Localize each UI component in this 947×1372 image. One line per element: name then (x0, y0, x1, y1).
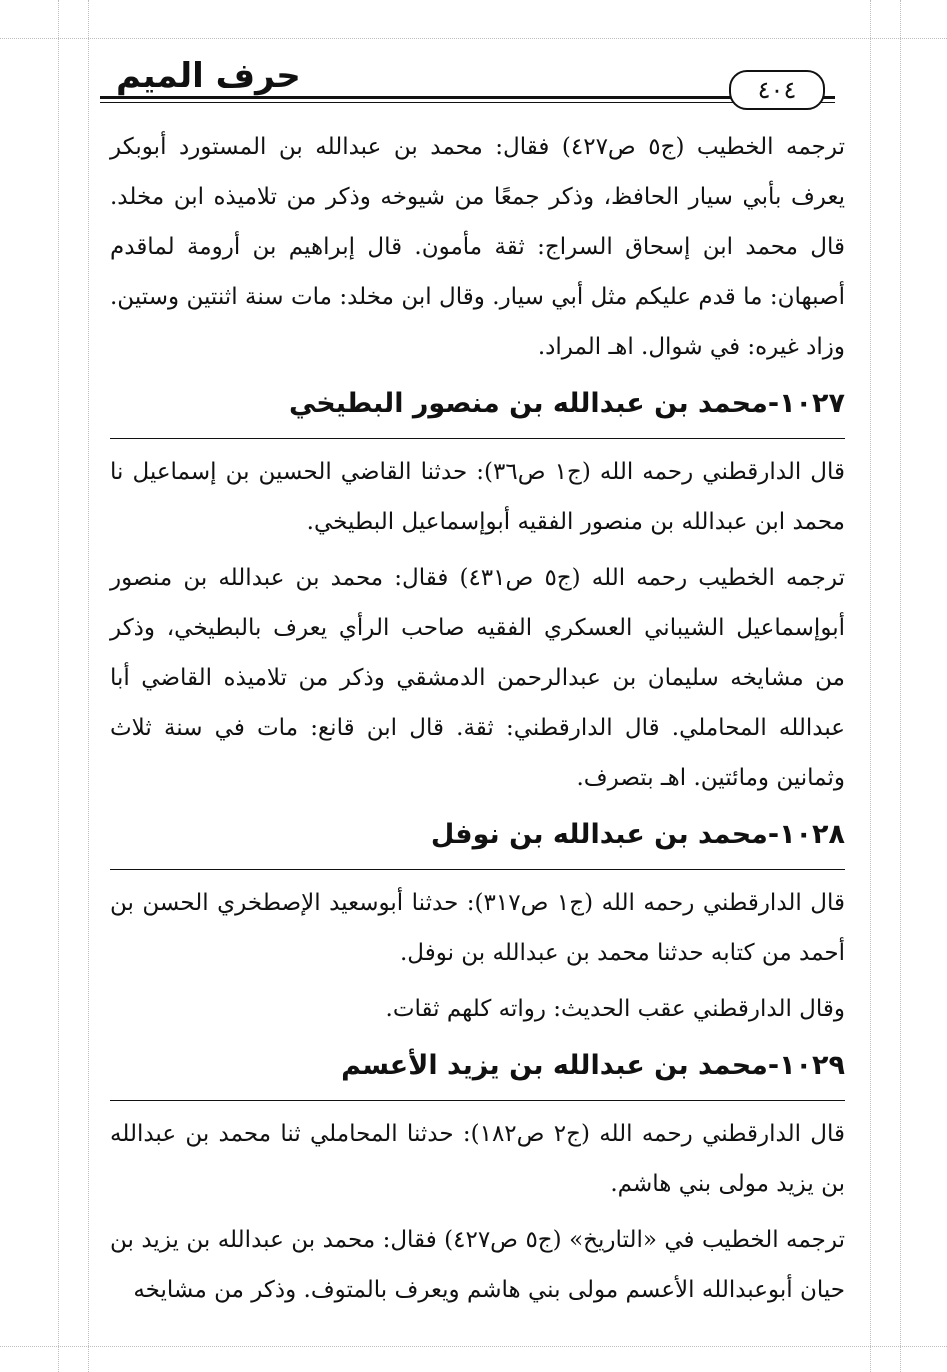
page-header (100, 54, 835, 110)
guide-line (870, 0, 871, 1372)
page-number: ٤٠٤ (729, 70, 825, 110)
paragraph: ترجمه الخطيب في «التاريخ» (ج٥ ص٤٢٧) فقال: محمد بن عبدالله بن يزيد بن حيان أبوعبدالله الأعسم مولى بني هاشم ويعرف بالمتوف. وذكر من مشايخه (110, 1227, 845, 1303)
entry-rule (110, 438, 845, 439)
header-rule (100, 96, 835, 99)
entry-title: ١٠٢٧-محمد بن عبدالله بن منصور البطيخي (288, 388, 845, 419)
guide-line (58, 0, 59, 1372)
book-page (90, 0, 850, 1372)
entry-title: ١٠٢٩-محمد بن عبدالله بن يزيد الأعسم (341, 1050, 845, 1081)
guide-line (88, 0, 89, 1372)
entry-rule (110, 1100, 845, 1101)
paragraph: قال الدارقطني رحمه الله (ج١ ص٣٦): حدثنا القاضي الحسين بن إسماعيل نا محمد ابن عبدالله بن منصور الفقيه أبوإسماعيل البطيخي. (110, 459, 846, 535)
entry-rule (110, 869, 845, 870)
paragraph: وقال الدارقطني عقب الحديث: رواته كلهم ثقات. (385, 996, 845, 1022)
entry-title: ١٠٢٨-محمد بن عبدالله بن نوفل (430, 819, 845, 850)
paragraph: قال الدارقطني رحمه الله (ج٢ ص١٨٢): حدثنا المحاملي ثنا محمد بن عبدالله بن يزيد مولى بني هاشم. (110, 1121, 846, 1197)
paragraph: ترجمه الخطيب رحمه الله (ج٥ ص٤٣١) فقال: محمد بن عبدالله بن منصور أبوإسماعيل الشيباني العسكري الفقيه صاحب الرأي يعرف بالبطيخي، وذكر من مشايخه سليمان بن عبدالرحمن الدمشقي وذكر من تلاميذه القاضي أبا عبدالله المحاملي. قال الدارقطني: ثقة. قال ابن قانع: مات في سنة ثلاث وثمانين ومائتين. اهـ بتصرف. (110, 565, 845, 791)
paragraph: ترجمه الخطيب (ج٥ ص٤٢٧) فقال: محمد بن عبدالله بن المستورد أبوبكر يعرف بأبي سيار الحافظ، وذكر جمعًا من شيوخه وذكر من تلاميذه ابن مخلد. قال محمد ابن إسحاق السراج: ثقة مأمون. قال إبراهيم بن أرومة لماقدم أصبهان: ما قدم عليكم مثل أبي سيار. وقال ابن مخلد: مات سنة اثنتين وستين. وزاد غيره: في شوال. اهـ المراد. (110, 134, 845, 360)
chapter-title: حرف الميم (110, 56, 307, 96)
page-content (110, 122, 845, 1321)
guide-line (900, 0, 901, 1372)
header-rule-thin (100, 102, 835, 103)
paragraph: قال الدارقطني رحمه الله (ج١ ص٣١٧): حدثنا أبوسعيد الإصطخري الحسن بن أحمد من كتابه حدثنا محمد بن عبدالله بن نوفل. (110, 890, 845, 966)
